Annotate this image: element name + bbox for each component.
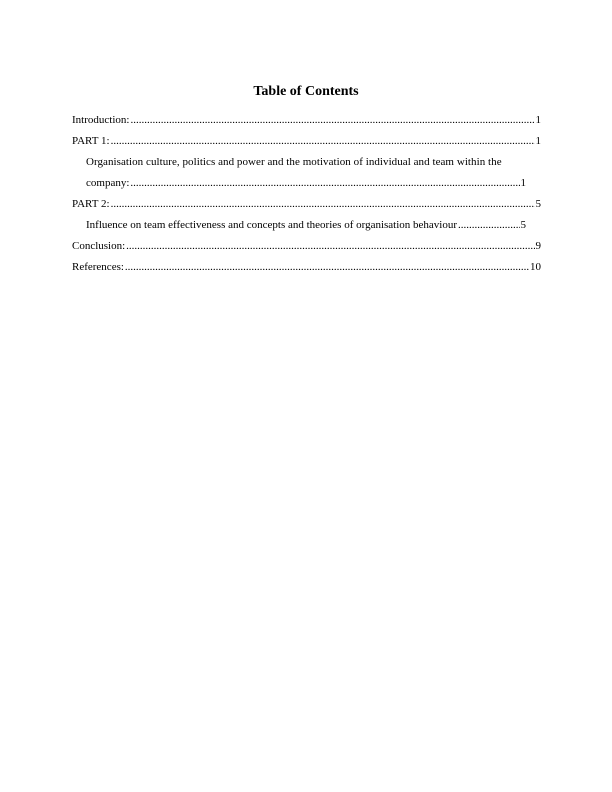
toc-entry-conclusion[interactable] [72,238,541,259]
toc-entry-part-1[interactable] [72,133,541,154]
toc-entry-label-line2: company: [86,177,130,189]
toc-entry-page: 9 [535,240,541,252]
toc-entry-page: 1 [535,114,541,126]
toc-entry-label: Influence on team effectiveness and concepts and theories of organisation behaviour [86,219,458,231]
toc-entry-page: 1 [520,177,526,189]
table-of-contents [72,112,541,280]
toc-entry-part-2[interactable] [72,196,541,217]
dot-leader [130,175,519,191]
toc-entry-organisation-culture[interactable] [72,154,541,196]
dot-leader [125,259,529,275]
toc-entry-introduction[interactable] [72,112,541,133]
dot-leader [111,196,535,212]
toc-entry-label: PART 1: [72,135,110,147]
toc-entry-page: 1 [535,135,541,147]
toc-entry-label-line1: Organisation culture, politics and power and the motivation of individual and team within the [86,156,502,168]
dot-leader [111,133,535,149]
toc-title: Table of Contents [253,84,359,99]
toc-entry-label: PART 2: [72,198,110,210]
dot-leader [126,238,534,254]
toc-entry-page: 5 [535,198,541,210]
dot-leader [130,112,534,128]
toc-entry-label: Conclusion: [72,240,126,252]
toc-entry-team-effectiveness[interactable] [72,217,541,238]
dot-leader [458,217,519,233]
toc-entry-page: 5 [520,219,526,231]
toc-entry-references[interactable] [72,259,541,280]
toc-entry-label: Introduction: [72,114,130,126]
toc-entry-label: References: [72,261,124,273]
toc-entry-page: 10 [530,261,541,273]
